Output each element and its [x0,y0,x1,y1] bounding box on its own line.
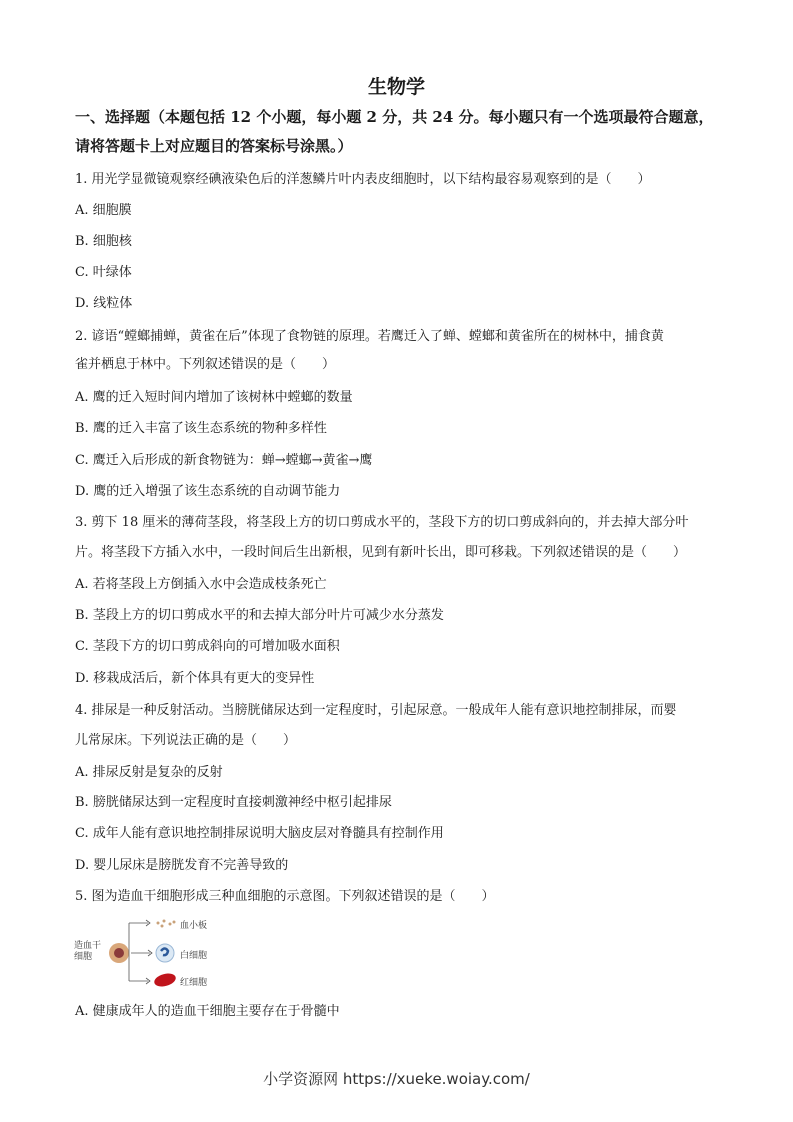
diagram-label-white-cell: 白细胞 [180,951,208,961]
option: D. 移栽成活后，新个体具有更大的变异性 [75,671,315,686]
question-2-cont: 雀并栖息于林中。下列叙述错误的是（ ） [75,357,336,372]
diagram-label-red-cell: 红细胞 [180,978,208,988]
option: C. 鹰迁入后形成的新食物链为：蝉→螳螂→黄雀→鹰 [75,453,373,468]
option: B. 鹰的迁入丰富了该生态系统的物种多样性 [75,421,327,436]
option: C. 叶绿体 [75,265,132,280]
option: B. 细胞核 [75,234,132,249]
blood-cell-diagram [70,915,240,990]
section-heading-line1: 一、选择题（本题包括 12 个小题，每小题 2 分，共 24 分。每小题只有一个选项最符合题意， [75,108,714,126]
option: D. 婴儿尿床是膀胱发育不完善导致的 [75,858,289,873]
footer-watermark: 小学资源网 https://xueke.woiay.com/ [263,1070,530,1088]
page-title: 生物学 [367,76,425,98]
option: C. 成年人能有意识地控制排尿说明大脑皮层对脊髓具有控制作用 [75,826,444,841]
question-3-cont: 片。将茎段下方插入水中，一段时间后生出新根，见到有新叶长出，即可移栽。下列叙述错误的是（ ） [75,545,687,560]
question-5: 5. 图为造血干细胞形成三种血细胞的示意图。下列叙述错误的是（ ） [75,889,495,904]
diagram-source-label: 造血干细胞 [74,941,102,962]
question-2: 2. 谚语“螳螂捕蝉，黄雀在后”体现了食物链的原理。若鹰迁入了蝉、螳螂和黄雀所在的树林中，捕食黄 [75,329,664,344]
question-1: 1. 用光学显微镜观察经碘液染色后的洋葱鳞片叶内表皮细胞时，以下结构最容易观察到的是（ ） [75,172,651,187]
option: A. 细胞膜 [75,203,132,218]
option: C. 茎段下方的切口剪成斜向的可增加吸水面积 [75,639,340,654]
section-heading-line2: 请将答题卡上对应题目的答案标号涂黑。） [75,137,353,155]
white-cell-icon [156,944,174,962]
platelet-icon [157,920,176,928]
option: A. 鹰的迁入短时间内增加了该树林中螳螂的数量 [75,390,353,405]
option: D. 鹰的迁入增强了该生态系统的自动调节能力 [75,484,341,499]
option: B. 茎段上方的切口剪成水平的和去掉大部分叶片可减少水分蒸发 [75,608,444,623]
question-4-cont: 儿常尿床。下列说法正确的是（ ） [75,733,297,748]
option: A. 健康成年人的造血干细胞主要存在于骨髓中 [75,1004,340,1019]
option: B. 膀胱储尿达到一定程度时直接刺激神经中枢引起排尿 [75,795,392,810]
option: D. 线粒体 [75,296,133,311]
option: A. 若将茎段上方倒插入水中会造成枝条死亡 [75,577,327,592]
question-4: 4. 排尿是一种反射活动。当膀胱储尿达到一定程度时，引起尿意。一般成年人能有意识地控制排尿，而婴 [75,703,677,718]
option: A. 排尿反射是复杂的反射 [75,765,223,780]
diagram-label-platelet: 血小板 [180,921,208,931]
red-cell-icon [153,971,177,988]
question-3: 3. 剪下 18 厘米的薄荷茎段，将茎段上方的切口剪成水平的，茎段下方的切口剪成斜向的，并去掉大部分叶 [75,515,689,530]
